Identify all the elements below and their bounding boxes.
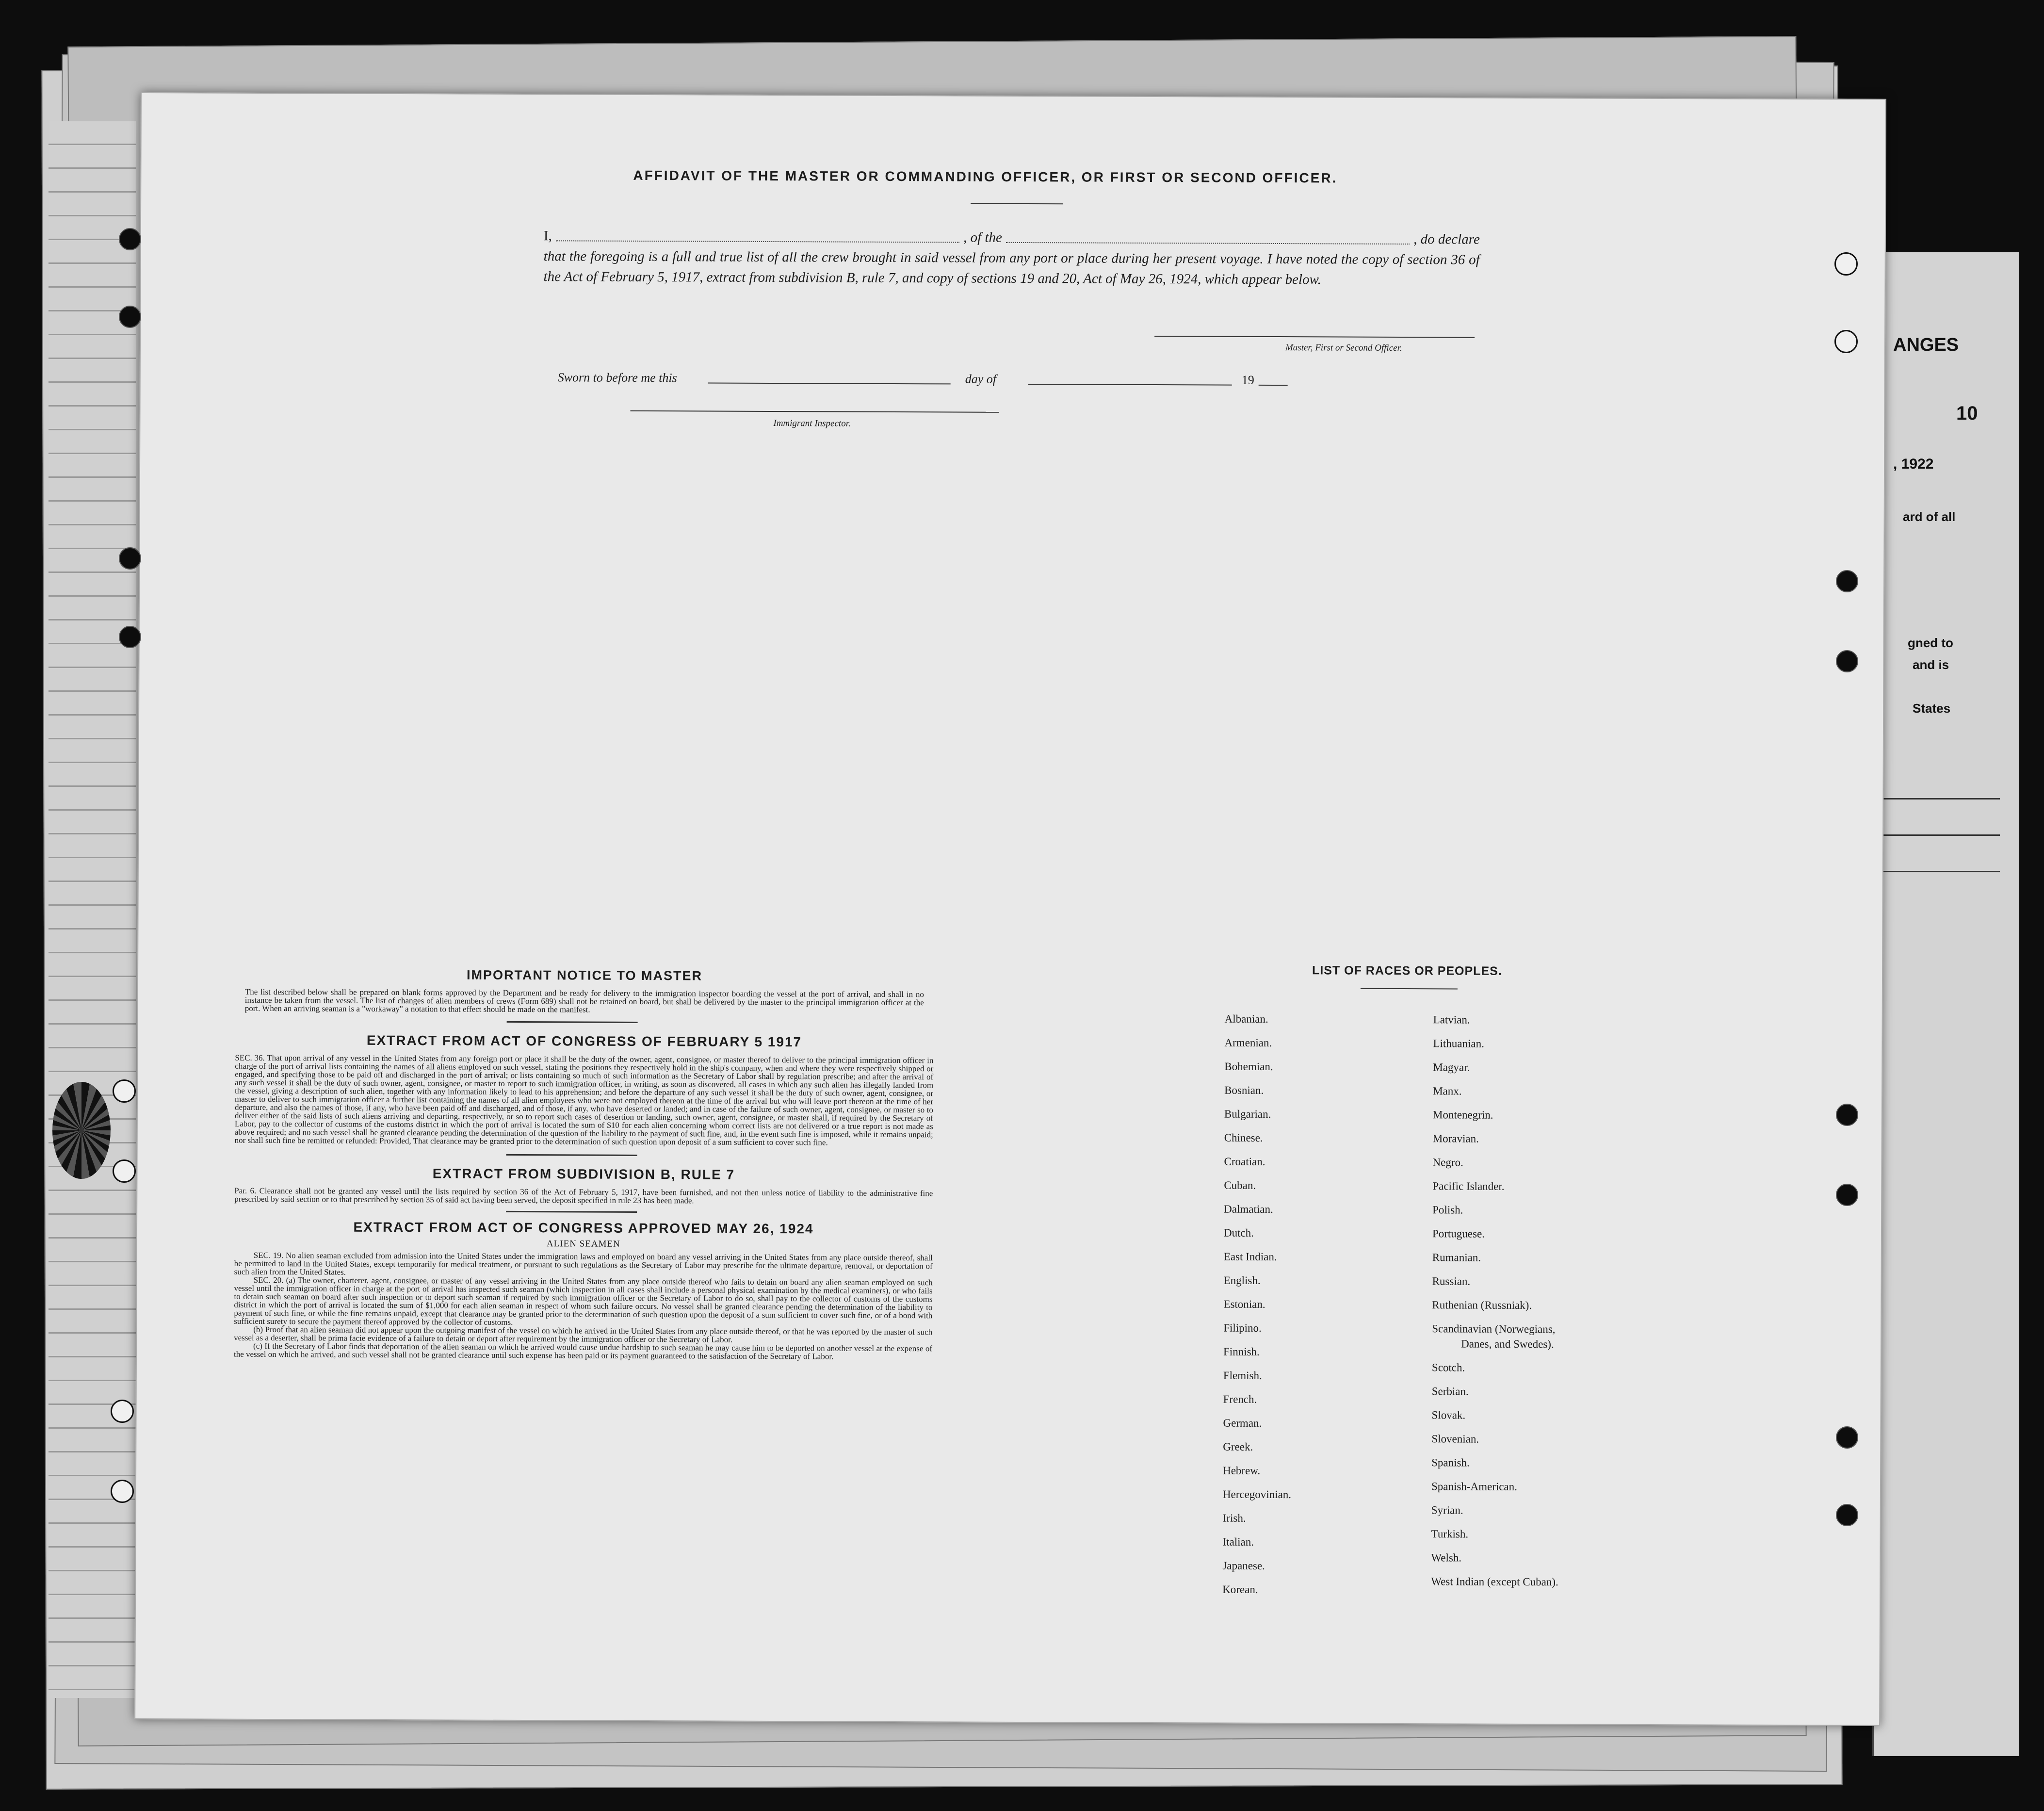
side-fragment: 10 [1956,403,1978,424]
race-entry: Cuban. [1224,1179,1256,1191]
race-entry: Croatian. [1224,1155,1265,1168]
race-entry: Greek. [1223,1440,1253,1453]
race-entry: Serbian. [1431,1385,1469,1398]
punch-hole [1834,252,1858,276]
side-fragment: ard of all [1903,509,1956,524]
declaration-start: I, [543,228,552,244]
extract-1924-sec19: SEC. 19. No alien seaman excluded from admission into the United States under the immigration laws and employed on board any vessel arriving in the United States from any place outside thereof, shall be permitted to land in the United States, except temporarily for medical treatment, or pursuant to such regulations as the Secretary of Labor may prescribe for the ultimate departure, removal, or deportation of such alien from the United States. [234,1250,933,1277]
race-entry: Manx. [1433,1085,1462,1097]
race-entry: Finnish. [1223,1345,1260,1358]
race-entry: Bosnian. [1224,1084,1264,1096]
notice-text: The list described below shall be prepared on blank forms approved by the Department and be ready for delivery to the immigration inspector boarding the vessel at the port of arrival, and shall in no instance be taken from the vessel. The list of changes of alien members of crews (Form 689) shall not be retained on board, but shall be delivered by the master to the principal immigration officer at the port. When an arriving seaman is a "workaway" a notation to that effect should be made on the manifest. [244,987,924,1014]
punch-hole [113,1159,136,1183]
side-fragment: and is [1913,657,1949,672]
race-entry: Magyar. [1433,1061,1470,1074]
punch-hole [119,626,141,648]
races-rule [1361,988,1458,990]
extract-1917-title: EXTRACT FROM ACT OF CONGRESS OF FEBRUARY 5 1917 [366,1032,802,1050]
punch-hole [1836,1504,1858,1526]
race-entry: Italian. [1222,1535,1254,1548]
sworn-year: 19 [1241,373,1254,387]
sworn-day-label: day of [965,372,997,386]
race-entry: Filipino. [1223,1322,1262,1334]
race-entry: Albanian. [1224,1012,1268,1025]
race-entry: Estonian. [1223,1298,1265,1310]
race-entry: Scandinavian (Norwegians, [1432,1322,1556,1336]
race-entry: Latvian. [1433,1013,1470,1026]
section-rule [506,1211,637,1213]
ruled-page-edge [49,121,136,1698]
race-entry: Danes, and Swedes). [1461,1338,1554,1351]
race-entry: Hebrew. [1223,1464,1261,1477]
punch-hole [119,306,141,328]
declaration-line [544,226,1480,249]
extract-rule7-title: EXTRACT FROM SUBDIVISION B, RULE 7 [432,1166,735,1182]
punch-hole [119,228,141,250]
inspector-line [630,410,999,413]
race-entry: Spanish. [1431,1456,1470,1469]
sworn-prefix: Sworn to before me this [557,370,677,385]
punch-hole [1836,1104,1858,1126]
side-rule [1874,834,2000,836]
punch-hole [111,1400,134,1423]
extract-1924-sec20a: SEC. 20. (a) The owner, charterer, agent, consignee, or master of any vessel arriving in the United States from any place outside thereof who fails to detain on board any alien seaman employed on such vessel until the immigration officer in charge at the port of arrival has inspected such seaman (which inspection in all cases shall include a personal physical examination by the medical examiners), or who fails to detain such seaman on board after such inspection or to deport such seaman if required by such immigration officer or the Secretary of Labor to do so, shall pay to the collector of customs of the customs district in which the port of arrival is located the sum of $1,000 for each alien seaman in respect of whom such failure occurs. No vessel shall be granted clearance pending the determination of the liability to payment of such fine, or while the fine remains unpaid, except that clearance may be granted prior to the determination of such question upon the deposit of a sum sufficient to cover such fine, or of a bond with sufficient surety to secure the payment thereof approved by the collector of customs. [234,1275,933,1327]
race-entry: Irish. [1222,1512,1246,1524]
race-entry: Ruthenian (Russniak). [1432,1299,1532,1312]
race-entry: Slovenian. [1431,1433,1479,1445]
punch-hole [1836,1184,1858,1206]
race-entry: East Indian. [1223,1250,1277,1263]
section-rule [507,1021,638,1023]
extract-1924-title: EXTRACT FROM ACT OF CONGRESS APPROVED MAY 26, 1924 [353,1219,814,1237]
race-entry: Montenegrin. [1432,1109,1493,1121]
side-fragment: States [1913,701,1951,716]
race-entry: Syrian. [1431,1504,1463,1517]
declaration-end: , do declare [1413,231,1480,247]
punch-hole [113,1079,136,1103]
race-entry: Slovak. [1431,1409,1466,1421]
extract-1924-sec20b: (b) Proof that an alien seaman did not appear upon the outgoing manifest of the vessel on which he arrived in the United States from any place outside thereof, or that he was reported by the master of such vessel as a deserter, shall be prima facie evidence of a failure to detain or deport after requirement by the immigration officer or the Secretary of Labor. [234,1324,933,1344]
race-entry: French. [1223,1393,1257,1405]
seal-stamp [52,1082,111,1179]
declaration-text: that the foregoing is a full and true list of all the crew brought in said vessel from any port or place during her present voyage. I have noted the copy of section 36 of the Act of February 5, 1917, extract from subdivision B, rule 7, and copy of sections 19 and 20, Act of May 26, 1924, which appear below. [543,248,1480,288]
extract-1917-text: SEC. 36. That upon arrival of any vessel in the United States from any foreign port or place it shall be the duty of the owner, agent, consignee, or master thereof to deliver to the principal immigration officer in charge of the port of arrival lists containing the names of all aliens employed on such vessel, stating the positions they respectively hold in the ship's company, when and where they were respectively shipped or engaged, and specifying those to be paid off and discharged in the port of arrival; or lists containing so much of such information as the Secretary of Labor shall by regulation prescribe; and after the arrival of any such vessel it shall be the duty of such owner, agent, consignee, or master to report to such immigration officer, in writing, as soon as discovered, all cases in which any such alien has illegally landed from the vessel, giving a description of such alien, together with any information likely to lead to his apprehension; and before the departure of any such vessel it shall be the duty of such owner, agent, consignee, or master to deliver to such immigration officer a further list containing the names of all alien employees who were not employed thereon at the time of the arrival but who will leave port thereon at the time of her departure, and also the names of those, if any, who have been paid off and discharged, and of those, if any, who have deserted or landed; and in case of the failure of such owner, agent, consignee, or master so to deliver either of the said lists of such aliens arriving and departing, respectively, or so to report such cases of desertion or landing, such owner, agent, consignee, or master shall, if required by the Secretary of Labor, pay to the collector of customs of the customs district in which the port of arrival is located the sum of $10 for each alien concerning whom correct lists are not delivered or a true report is not made as above required; and no such vessel shall be granted clearance pending the determination of the question of the liability to the payment of such fine, and, in the event such fine is imposed, while it remains unpaid; nor shall such fine be remitted or refunded: Provided, That clearance may be granted prior to the determination of such question upon deposit of a sum sufficient to cover such fine. [234,1053,934,1147]
extract-rule7-text: Par. 6. Clearance shall not be granted any vessel until the lists required by section 36 of the Act of February 5, 1917, have been furnished, and not then unless notice of liability to the administrative fine prescribed by said section or to that prescribed by section 35 of said act having been served, the deposit specified in rule 23 has been made. [234,1186,933,1206]
title-rule [971,203,1063,205]
notice-title: IMPORTANT NOTICE TO MASTER [466,967,703,983]
race-entry: Hercegovinian. [1222,1488,1292,1501]
race-entry: Japanese. [1222,1559,1265,1572]
side-fragment: ANGES [1893,335,1959,355]
race-entry: Rumanian. [1432,1251,1481,1264]
races-title: LIST OF RACES OR PEOPLES. [1312,963,1502,978]
side-fragment: gned to [1908,636,1953,650]
punch-hole [1834,330,1858,353]
race-entry: Dalmatian. [1224,1203,1273,1215]
side-rule [1874,798,2000,799]
race-entry: Turkish. [1431,1528,1469,1540]
race-entry: Polish. [1432,1204,1463,1216]
race-entry: Dutch. [1223,1226,1254,1239]
punch-hole [111,1480,134,1503]
punch-hole [119,547,141,570]
race-entry: Moravian. [1432,1132,1479,1145]
affidavit-body [543,226,1479,290]
race-entry: Spanish-American. [1431,1480,1517,1493]
sworn-month-blank [1028,384,1232,386]
race-entry: Welsh. [1431,1551,1462,1564]
extract-1924-sec20c: (c) If the Secretary of Labor finds that deportation of the alien seaman on which he arrived would cause undue hardship to such seaman he may cause him to be deported on another vessel at the expense of the vessel on which he arrived, and such vessel shall not be granted clearance until such expense has been paid or its payment guaranteed to the satisfaction of the Secretary of Labor. [233,1341,933,1361]
punch-hole [1836,570,1858,592]
race-entry: Bulgarian. [1224,1108,1271,1120]
affidavit-title: AFFIDAVIT OF THE MASTER OR COMMANDING OFFICER, OR FIRST OR SECOND OFFICER. [633,167,1338,186]
punch-hole [1836,1426,1858,1449]
race-entry: English. [1223,1274,1261,1287]
races-column-1 [1222,1007,1293,1602]
punch-hole [1836,650,1858,672]
side-fragment: , 1922 [1893,456,1934,472]
form-sheet [134,92,1886,1726]
race-entry: Korean. [1222,1583,1258,1596]
race-entry: German. [1223,1417,1262,1429]
race-entry: West Indian (except Cuban). [1431,1575,1558,1588]
races-column-2 [1431,1008,1560,1594]
race-entry: Pacific Islander. [1432,1180,1505,1192]
side-rule [1874,871,2000,872]
section-rule [506,1154,637,1156]
extract-1924-subtitle: ALIEN SEAMEN [546,1239,620,1249]
race-entry: Flemish. [1223,1369,1262,1382]
sworn-date-blank [708,382,951,384]
race-entry: Russian. [1432,1275,1471,1288]
sworn-year-blank [1259,385,1288,386]
race-entry: Armenian. [1224,1036,1272,1049]
race-entry: Chinese. [1224,1131,1263,1144]
race-entry: Negro. [1432,1156,1463,1169]
race-entry: Scotch. [1431,1361,1465,1374]
notice-section [234,967,934,1361]
name-blank [556,240,959,243]
declaration-mid: , of the [963,229,1002,245]
adjacent-page-edge [1872,252,2019,1756]
signature-line [1154,336,1475,338]
race-entry: Lithuanian. [1433,1037,1484,1050]
inspector-caption: Immigrant Inspector. [773,418,851,429]
vessel-blank [1006,242,1410,245]
race-entry: Bohemian. [1224,1060,1273,1073]
race-entry: Portuguese. [1432,1227,1485,1240]
signature-caption: Master, First or Second Officer. [1285,343,1402,353]
